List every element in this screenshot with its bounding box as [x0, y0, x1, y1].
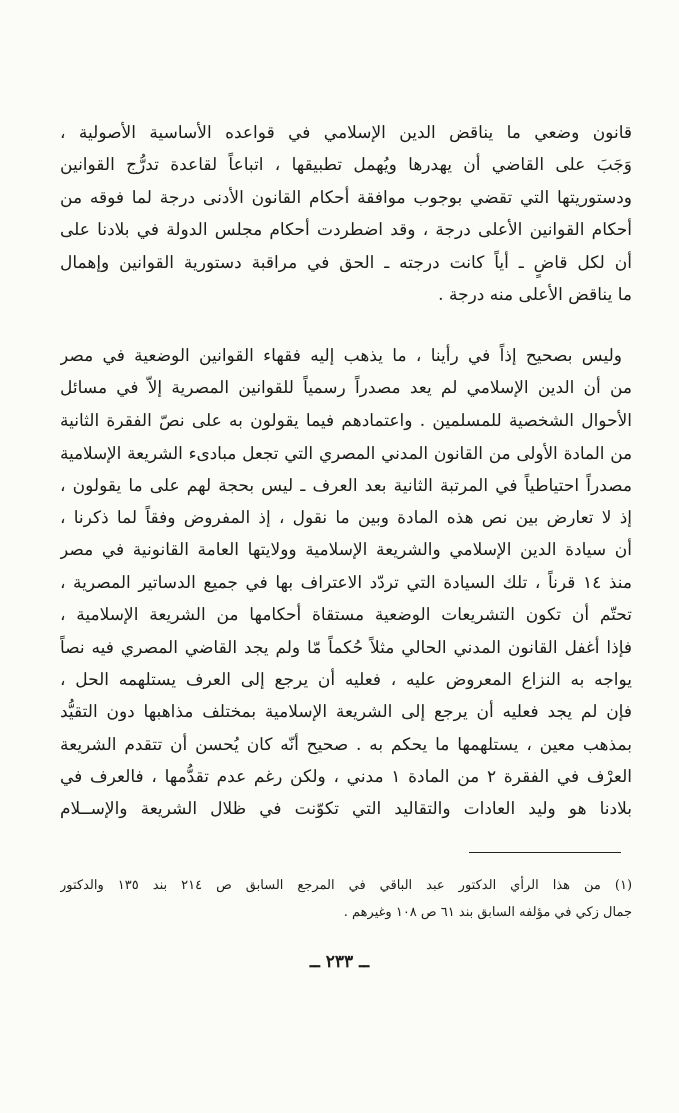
text-line: بمذهب معين ، يستلهمها ما يحكم به . صحيح أنّه كان يُحسن أن تتقدم الشريعة — [60, 734, 632, 755]
text-line: من المادة الأولى من القانون المدني المصري التي تجعل مبادىء الشريعة الإسلامية — [60, 443, 632, 464]
text-line: العرْف في الفقرة ٢ من المادة ١ مدني ، ولكن رغم عدم تقدُّمها ، فالعرف في — [60, 767, 632, 788]
paragraph-2 — [60, 340, 632, 826]
text-line: أن لكل قاضٍ ـ أياً كانت درجته ـ الحق في مراقبة دستورية القوانين وإهمال — [60, 252, 632, 273]
text-line: تحتّم أن تكون التشريعات الوضعية مستقاة أحكامها من الشريعة الإسلامية ، — [60, 605, 632, 626]
text-line: ما يناقض الأعلى منه درجة . — [438, 284, 632, 305]
text-line: يواجه به النزاع المعروض عليه ، فعليه أن يرجع إلى العرف يستلهمه الحل ، — [60, 669, 632, 690]
text-line: إذ لا تعارض بين نص هذه المادة وبين ما نقول ، إذ المفروض وفقاً لما ذكرنا ، — [60, 507, 632, 528]
footnote-divider — [469, 852, 621, 853]
text-line: أحكام القوانين الأعلى درجة ، وقد اضطردت أحكام مجلس الدولة في بلادنا على — [60, 220, 632, 241]
text-line-with-footnote-ref — [60, 405, 632, 437]
text-line: ودستوريتها التي تقضي بوجوب موافقة أحكام القانون الأدنى درجة لما فوقه من — [60, 187, 632, 208]
text-line: وَجَبَ على القاضي أن يهدرها ويُهمل تطبيقها ، اتباعاً لقاعدة تدرُّج القوانين — [60, 155, 632, 176]
text-line: مصدراً احتياطياً في المرتبة الثانية بعد العرف ـ ليس بحجة لهم على ما يقولون ، — [60, 475, 632, 496]
text-line: قانون وضعي ما يناقض الدين الإسلامي في قواعده الأساسية الأصولية ، — [60, 123, 632, 143]
text-line: أن سيادة الدين الإسلامي والشريعة الإسلامية وولايتها العامة القانونية في مصر — [60, 540, 632, 561]
paragraph-1 — [60, 117, 632, 311]
text-line: فإذا أغفل القانون المدني الحالي مثلاً حُكماً مّا ولم يجد القاضي المصري فيه نصاً — [60, 637, 632, 658]
footnote-line: جمال زكي في مؤلفه السابق بند ٦١ ص ١٠٨ وغيرهم . — [343, 905, 632, 920]
text-line: من أن الدين الإسلامي لم يعد مصدراً رسمياً للقوانين المصرية إلاّ في مسائل — [60, 378, 632, 399]
footnote — [60, 872, 632, 926]
page-number: ــ ٢٣٣ ــ — [309, 952, 370, 972]
text-line-content: الأحوال الشخصية للمسلمين . واعتمادهم فيما يقولون به على نصّ الفقرة الثانية — [60, 410, 632, 431]
footnote-line: (١) من هذا الرأي الدكتور عبد الباقي في المرجع السابق ص ٢١٤ بند ١٣٥ والدكتور — [60, 878, 632, 893]
text-line: فإن لم يجد فعليه أن يرجع إلى الشريعة الإسلامية بمختلف مذاهبها دون التقيُّد — [60, 702, 632, 723]
text-line: وليس بصحيح إذاً في رأينا ، ما يذهب إليه فقهاء القوانين الوضعية في مصر — [60, 346, 622, 366]
text-line: منذ ١٤ قرناً ، تلك السيادة التي تردّد الاعتراف بها في جميع الدساتير المصرية ، — [60, 572, 632, 593]
text-line: بلادنا هو وليد العادات والتقاليد التي تكوّنت في ظلال الشريعة والإســلام — [60, 799, 632, 820]
